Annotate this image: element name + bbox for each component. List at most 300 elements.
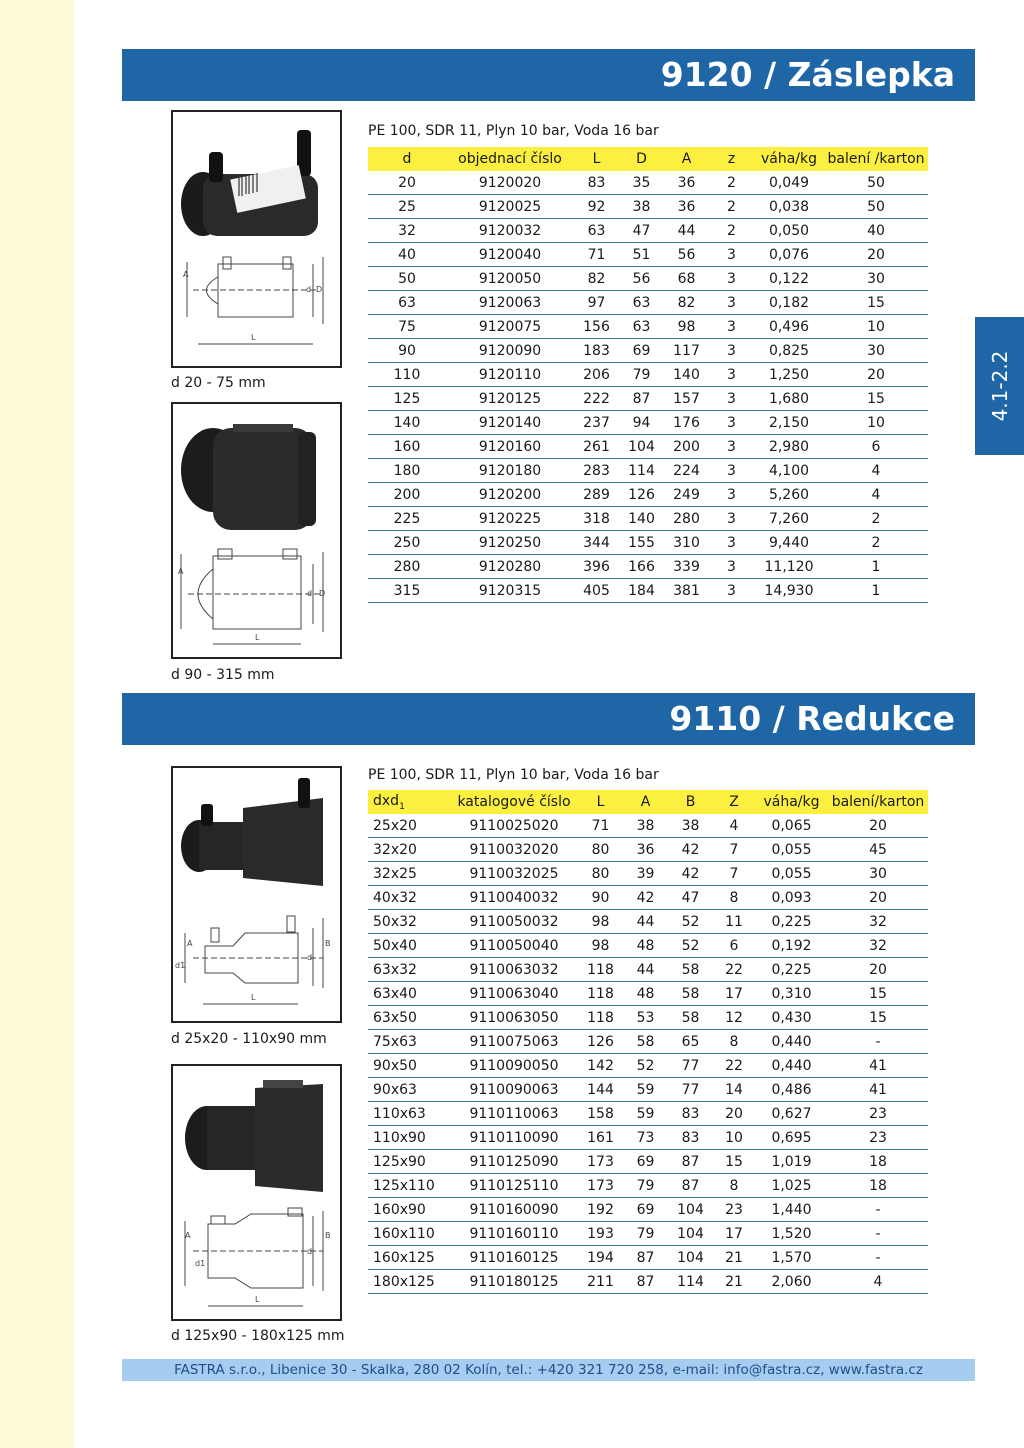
table-cell: 289 (574, 483, 619, 507)
table-cell: 50 (824, 171, 928, 195)
table-cell: 3 (709, 531, 754, 555)
table-cell: 6 (713, 934, 755, 958)
table-cell: 5,260 (754, 483, 824, 507)
table-cell: 79 (619, 363, 664, 387)
table-cell: 7,260 (754, 507, 824, 531)
table-cell: 69 (623, 1198, 668, 1222)
table-cell: 8 (713, 1174, 755, 1198)
table-cell: 83 (574, 171, 619, 195)
table-cell: 23 (828, 1126, 928, 1150)
table-cell: 0,065 (755, 814, 828, 838)
table-cell: 97 (574, 291, 619, 315)
table-cell: 71 (578, 814, 623, 838)
table-cell: 114 (619, 459, 664, 483)
table-cell: 20 (713, 1102, 755, 1126)
table-cell: 2,060 (755, 1270, 828, 1294)
table-row (368, 814, 928, 838)
svg-text:d: d (307, 1247, 313, 1256)
caption-reducer-small: d 25x20 - 110x90 mm (171, 1031, 327, 1047)
table-cell: 110 (368, 363, 446, 387)
table-cell: 9120075 (446, 315, 574, 339)
table-cell: 9120050 (446, 267, 574, 291)
table-cell: 280 (664, 507, 709, 531)
table-cell: 80 (578, 862, 623, 886)
header-cell: z (709, 147, 754, 171)
table-row (368, 291, 928, 315)
table-cell: 104 (668, 1246, 713, 1270)
table-cell: 36 (664, 195, 709, 219)
table-cell: 1 (824, 555, 928, 579)
table-cell: 40 (824, 219, 928, 243)
table-cell: 117 (664, 339, 709, 363)
table-cell: 144 (578, 1078, 623, 1102)
caption-cap-small: d 20 - 75 mm (171, 375, 266, 391)
table-cell: 14 (713, 1078, 755, 1102)
table-cell: 1 (824, 579, 928, 603)
table-cell: 2,150 (754, 411, 824, 435)
table-cell: 82 (664, 291, 709, 315)
table-cell: 87 (668, 1150, 713, 1174)
table-cell: 98 (664, 315, 709, 339)
svg-text:L: L (255, 633, 260, 642)
table-cell: 3 (709, 315, 754, 339)
table-cell: 9110040032 (450, 886, 578, 910)
table-cell: 42 (623, 886, 668, 910)
table-cell: 20 (824, 363, 928, 387)
table-cell: 193 (578, 1222, 623, 1246)
table-cell: 36 (664, 171, 709, 195)
table-cell: 9110025020 (450, 814, 578, 838)
table-cell: 0,038 (754, 195, 824, 219)
table-cell: 9110125090 (450, 1150, 578, 1174)
table-cell: 15 (828, 1006, 928, 1030)
table-cell: 9110063050 (450, 1006, 578, 1030)
table-row (368, 1198, 928, 1222)
table-row (368, 267, 928, 291)
table-cell: 79 (623, 1222, 668, 1246)
table-row (368, 1174, 928, 1198)
table-cell: 32x25 (368, 862, 450, 886)
table-cell: 52 (668, 934, 713, 958)
table-cell: 30 (828, 862, 928, 886)
table-cell: 125x90 (368, 1150, 450, 1174)
caption-cap-large: d 90 - 315 mm (171, 667, 275, 683)
table-cell: 4 (828, 1270, 928, 1294)
table-cell: 9120032 (446, 219, 574, 243)
table-cell: 0,093 (755, 886, 828, 910)
table-cell: 126 (619, 483, 664, 507)
table-cell: 125 (368, 387, 446, 411)
table-cell: 250 (368, 531, 446, 555)
table-cell: 90x50 (368, 1054, 450, 1078)
table-cell: 2,980 (754, 435, 824, 459)
table-cell: 22 (713, 1054, 755, 1078)
table-cell: 9120180 (446, 459, 574, 483)
table-cell: 42 (668, 862, 713, 886)
table-cell: 18 (828, 1150, 928, 1174)
header-cell: Z (713, 790, 755, 814)
table-row (368, 910, 928, 934)
table-cell: 4 (824, 459, 928, 483)
table-cell: 1,570 (755, 1246, 828, 1270)
table-row (368, 531, 928, 555)
table-cell: 48 (623, 934, 668, 958)
table-cell: 173 (578, 1150, 623, 1174)
table-cell: 110x63 (368, 1102, 450, 1126)
table-cell: 47 (619, 219, 664, 243)
table-cell: 44 (623, 958, 668, 982)
table-cell: 58 (668, 982, 713, 1006)
table-cell: 90x63 (368, 1078, 450, 1102)
table-cell: 1,680 (754, 387, 824, 411)
table-cell: 339 (664, 555, 709, 579)
header-cell: váha/kg (754, 147, 824, 171)
table-cell: - (828, 1246, 928, 1270)
table-row (368, 195, 928, 219)
table-cell: 21 (713, 1246, 755, 1270)
table-cell: 381 (664, 579, 709, 603)
table-cell: 158 (578, 1102, 623, 1126)
table-cell: 23 (828, 1102, 928, 1126)
table-cell: 20 (828, 814, 928, 838)
section-title-zaslepka: 9120 / Záslepka (122, 49, 975, 101)
table-cell: 0,440 (755, 1054, 828, 1078)
table-cell: 47 (668, 886, 713, 910)
table-cell: 98 (578, 934, 623, 958)
svg-text:L: L (251, 993, 256, 1002)
chapter-tab[interactable] (975, 317, 1024, 455)
table-cell: 44 (623, 910, 668, 934)
table-cell: 20 (828, 886, 928, 910)
table-cell: 0,225 (755, 910, 828, 934)
table-row (368, 1006, 928, 1030)
table-cell: 222 (574, 387, 619, 411)
table-cell: 0,122 (754, 267, 824, 291)
table-cell: 87 (623, 1270, 668, 1294)
header-cell: objednací číslo (446, 147, 574, 171)
table-cell: 63x50 (368, 1006, 450, 1030)
table-cell: 9110090050 (450, 1054, 578, 1078)
table-cell: 75 (368, 315, 446, 339)
table-cell: 8 (713, 1030, 755, 1054)
table-cell: 17 (713, 1222, 755, 1246)
header-cell: balení /karton (824, 147, 928, 171)
footer-contact: FASTRA s.r.o., Libenice 30 - Skalka, 280 02 Kolín, tel.: +420 321 720 258, e-mail: info@fastra.cz, www.fastra.cz (122, 1359, 975, 1381)
table-cell: 50 (824, 195, 928, 219)
table-cell: 21 (713, 1270, 755, 1294)
svg-text:A: A (185, 1231, 191, 1240)
table-cell: 1,250 (754, 363, 824, 387)
table-cell: 9120280 (446, 555, 574, 579)
header-cell: balení/karton (828, 790, 928, 814)
table-cell: 50x40 (368, 934, 450, 958)
table-cell: 14,930 (754, 579, 824, 603)
table-cell: 125x110 (368, 1174, 450, 1198)
table-row (368, 982, 928, 1006)
svg-text:d: d (307, 589, 313, 598)
svg-text:d1: d1 (195, 1259, 206, 1268)
product-image-reducer-small (171, 766, 342, 1023)
table-cell: 9120025 (446, 195, 574, 219)
product-image-reducer-large (171, 1064, 342, 1321)
table-cell: 0,486 (755, 1078, 828, 1102)
table-cell: 2 (824, 507, 928, 531)
table-cell: 3 (709, 555, 754, 579)
zaslepka-table (368, 147, 928, 603)
header-cell: L (574, 147, 619, 171)
svg-text:L: L (255, 1295, 260, 1304)
table-cell: 396 (574, 555, 619, 579)
table-cell: 18 (828, 1174, 928, 1198)
table-cell: 3 (709, 363, 754, 387)
table-cell: 77 (668, 1054, 713, 1078)
table-cell: 140 (619, 507, 664, 531)
table-cell: 2 (709, 195, 754, 219)
table-cell: 9110063032 (450, 958, 578, 982)
table-row (368, 1102, 928, 1126)
table-row (368, 435, 928, 459)
table-cell: 161 (578, 1126, 623, 1150)
svg-text:L: L (251, 333, 256, 342)
table-cell: 315 (368, 579, 446, 603)
table-cell: 9110160125 (450, 1246, 578, 1270)
table-cell: 44 (664, 219, 709, 243)
table-cell: 82 (574, 267, 619, 291)
table-cell: 9110125110 (450, 1174, 578, 1198)
table-cell: 9110032020 (450, 838, 578, 862)
table-cell: 1,025 (755, 1174, 828, 1198)
table-cell: 160x110 (368, 1222, 450, 1246)
table-row (368, 507, 928, 531)
table-cell: - (828, 1198, 928, 1222)
table-cell: 32 (828, 910, 928, 934)
table-cell: 63 (574, 219, 619, 243)
table-cell: 83 (668, 1102, 713, 1126)
table-cell: 184 (619, 579, 664, 603)
table-cell: 118 (578, 958, 623, 982)
table-cell: 40 (368, 243, 446, 267)
table-cell: 12 (713, 1006, 755, 1030)
svg-text:B: B (325, 1231, 331, 1240)
table-cell: 1,520 (755, 1222, 828, 1246)
table-cell: 63 (368, 291, 446, 315)
table-cell: 15 (713, 1150, 755, 1174)
table-cell: 9110160110 (450, 1222, 578, 1246)
table-cell: 318 (574, 507, 619, 531)
table-cell: 10 (713, 1126, 755, 1150)
table-cell: 155 (619, 531, 664, 555)
table-cell: 87 (668, 1174, 713, 1198)
redukce-table (368, 790, 928, 1294)
header-cell: A (664, 147, 709, 171)
table-cell: - (828, 1030, 928, 1054)
table-cell: 9120063 (446, 291, 574, 315)
table-cell: 3 (709, 267, 754, 291)
table-cell: 1,019 (755, 1150, 828, 1174)
table-cell: 30 (824, 267, 928, 291)
table-cell: 0,225 (755, 958, 828, 982)
table-row (368, 219, 928, 243)
table-row (368, 1150, 928, 1174)
table-cell: 38 (619, 195, 664, 219)
table-cell: 0,440 (755, 1030, 828, 1054)
table-cell: 0,825 (754, 339, 824, 363)
table-cell: 52 (668, 910, 713, 934)
table-cell: 206 (574, 363, 619, 387)
header-cell: A (623, 790, 668, 814)
table-cell: 9110110063 (450, 1102, 578, 1126)
table-cell: 140 (664, 363, 709, 387)
table-cell: 9120200 (446, 483, 574, 507)
table-row (368, 958, 928, 982)
header-cell: L (578, 790, 623, 814)
table-cell: 9120250 (446, 531, 574, 555)
table-cell: 0,049 (754, 171, 824, 195)
table-row (368, 1246, 928, 1270)
header-cell: d (368, 147, 446, 171)
table-cell: 176 (664, 411, 709, 435)
table-cell: 194 (578, 1246, 623, 1270)
table-cell: 8 (713, 886, 755, 910)
table-row (368, 363, 928, 387)
table-cell: 73 (623, 1126, 668, 1150)
table-cell: 38 (623, 814, 668, 838)
table-cell: 56 (664, 243, 709, 267)
table-cell: 9120040 (446, 243, 574, 267)
table-cell: 63x32 (368, 958, 450, 982)
table-cell: 15 (828, 982, 928, 1006)
table-cell: 50x32 (368, 910, 450, 934)
header-cell: D (619, 147, 664, 171)
svg-text:D: D (319, 589, 326, 598)
table-row (368, 171, 928, 195)
table-cell: 38 (668, 814, 713, 838)
table-cell: 142 (578, 1054, 623, 1078)
table-cell: 156 (574, 315, 619, 339)
table-cell: 9110063040 (450, 982, 578, 1006)
table-cell: 104 (619, 435, 664, 459)
table-cell: 9110090063 (450, 1078, 578, 1102)
table-cell: 32x20 (368, 838, 450, 862)
table-row (368, 838, 928, 862)
table-cell: 15 (824, 387, 928, 411)
table-row (368, 886, 928, 910)
table-cell: 63 (619, 315, 664, 339)
table-row (368, 1030, 928, 1054)
svg-text:A: A (187, 939, 193, 948)
table-cell: 405 (574, 579, 619, 603)
table-row (368, 315, 928, 339)
table-cell: 6 (824, 435, 928, 459)
table-cell: 9120225 (446, 507, 574, 531)
table-cell: 71 (574, 243, 619, 267)
table-cell: 0,076 (754, 243, 824, 267)
table-cell: 92 (574, 195, 619, 219)
table-cell: 4,100 (754, 459, 824, 483)
table-cell: 9110032025 (450, 862, 578, 886)
table-cell: 59 (623, 1102, 668, 1126)
table-cell: 3 (709, 411, 754, 435)
svg-text:d: d (306, 285, 312, 294)
table-row (368, 483, 928, 507)
table-cell: 15 (824, 291, 928, 315)
table-cell: 200 (368, 483, 446, 507)
table-cell: 224 (664, 459, 709, 483)
table-cell: 9,440 (754, 531, 824, 555)
table-cell: 42 (668, 838, 713, 862)
table-cell: 0,430 (755, 1006, 828, 1030)
table-cell: 58 (668, 958, 713, 982)
table-cell: 20 (824, 243, 928, 267)
table-row (368, 579, 928, 603)
table-header-row (368, 790, 928, 814)
table-cell: 45 (828, 838, 928, 862)
table-cell: 9110110090 (450, 1126, 578, 1150)
table-cell: 53 (623, 1006, 668, 1030)
table-cell: 9120315 (446, 579, 574, 603)
table-cell: 118 (578, 1006, 623, 1030)
table-cell: 166 (619, 555, 664, 579)
left-margin-strip (0, 0, 74, 1448)
header-cell: B (668, 790, 713, 814)
table-cell: 3 (709, 387, 754, 411)
table-cell: 2 (709, 219, 754, 243)
table-cell: 0,055 (755, 862, 828, 886)
table-cell: 9110050032 (450, 910, 578, 934)
table-row (368, 862, 928, 886)
table-cell: 22 (713, 958, 755, 982)
table-cell: 280 (368, 555, 446, 579)
spec-line-zaslepka: PE 100, SDR 11, Plyn 10 bar, Voda 16 bar (368, 123, 659, 139)
header-cell: katalogové číslo (450, 790, 578, 814)
table-cell: 9110180125 (450, 1270, 578, 1294)
table-cell: 1,440 (755, 1198, 828, 1222)
table-row (368, 411, 928, 435)
table-cell: 10 (824, 315, 928, 339)
table-cell: 30 (824, 339, 928, 363)
table-cell: 3 (709, 579, 754, 603)
table-cell: 9120020 (446, 171, 574, 195)
table-cell: 0,192 (755, 934, 828, 958)
table-cell: 180x125 (368, 1270, 450, 1294)
svg-text:d: d (307, 953, 313, 962)
table-cell: 32 (828, 934, 928, 958)
table-cell: 9120125 (446, 387, 574, 411)
table-cell: 211 (578, 1270, 623, 1294)
table-cell: 192 (578, 1198, 623, 1222)
table-cell: 3 (709, 483, 754, 507)
table-row (368, 1126, 928, 1150)
table-cell: 75x63 (368, 1030, 450, 1054)
table-cell: 90 (578, 886, 623, 910)
table-cell: 65 (668, 1030, 713, 1054)
table-cell: 160x125 (368, 1246, 450, 1270)
table-cell: 58 (668, 1006, 713, 1030)
table-cell: 3 (709, 243, 754, 267)
table-cell: 77 (668, 1078, 713, 1102)
table-cell: 50 (368, 267, 446, 291)
table-cell: 35 (619, 171, 664, 195)
table-cell: 87 (619, 387, 664, 411)
table-cell: 160x90 (368, 1198, 450, 1222)
table-cell: 157 (664, 387, 709, 411)
table-cell: 69 (619, 339, 664, 363)
table-cell: 9120160 (446, 435, 574, 459)
header-cell: váha/kg (755, 790, 828, 814)
table-cell: 180 (368, 459, 446, 483)
table-cell: 283 (574, 459, 619, 483)
svg-text:D: D (316, 285, 323, 294)
